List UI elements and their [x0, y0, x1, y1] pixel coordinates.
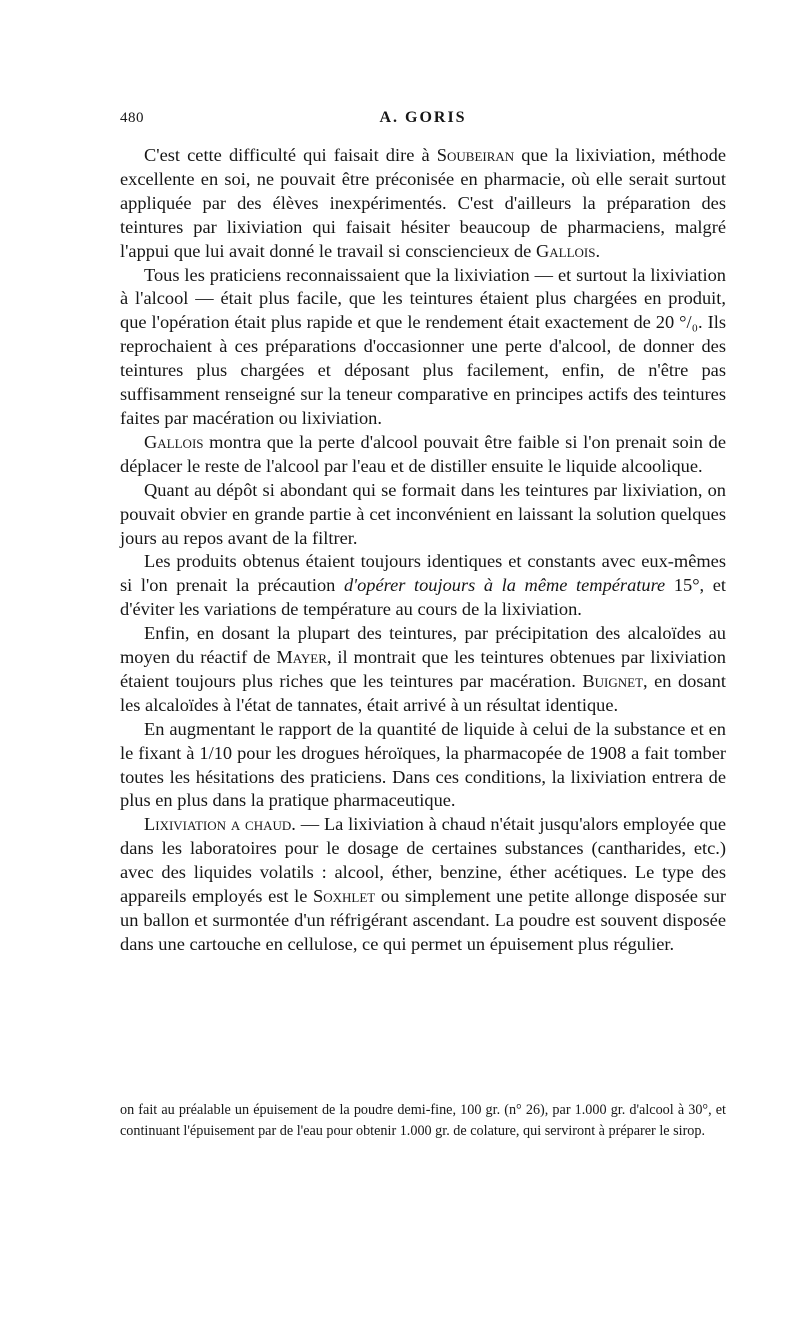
page-header [120, 108, 726, 132]
running-title: A. GORIS [379, 109, 467, 126]
paragraph-praticiens: Tous les praticiens reconnaissaient que la lixiviation — et surtout la lixiviation à l'alcool — était plus facile, que les teintures étaient plus chargées en produit, que l'opération était plus rapide et que le rendement était exactement de 20 °/₀. Ils reprochaient à ces préparations d'occasionner une perte d'alcool, de donner des teintures plus chargées et déposant plus facilement, enfin, de n'être pas suffisamment renseigné sur la teneur comparative en principes actifs des teintures faites par macération ou lixiviation. [120, 264, 726, 428]
italic-emphasis: d'opérer toujours à la même température [343, 575, 666, 596]
paragraph-dosage: Enfin, en dosant la plupart des teintures, par précipitation des alcaloïdes au moyen du réactif de Mayer, il montrait que les teintures obtenues par lixiviation étaient toujours plus riches que les teintures par macération. Buignet, en dosant les alcaloïdes à l'état de tannates, était arrivé à un résultat identique. [120, 623, 726, 715]
author-name: Soxhlet [313, 886, 376, 907]
author-name: Mayer [276, 647, 327, 668]
author-name: Buignet [582, 670, 644, 691]
author-name: Soubeiran [436, 145, 515, 165]
paragraph-depot: Quant au dépôt si abondant qui se formait dans les teintures par lixiviation, on pouvait obvier en grande partie à cet inconvénient en laissant la solution quelques jours au repos avant de la filtrer. [120, 479, 726, 548]
section-heading: Lixiviation a chaud. [144, 814, 296, 835]
paragraph-gallois: Gallois montra que la perte d'alcool pouvait être faible si l'on prenait soin de déplacer le reste de l'alcool par l'eau et de distiller ensuite le liquide alcoolique. [120, 431, 726, 476]
footnote [120, 1100, 726, 1142]
footnote-text: on fait au préalable un épuisement de la poudre demi-fine, 100 gr. (n° 26), par 1.000 gr. d'alcool à 30°, et continuant l'épuisement par de l'eau pour obtenir 1.000 gr. de colature, qui serviront à préparer le sirop. [120, 1102, 726, 1139]
author-name: Gallois [144, 431, 204, 452]
paragraph-produits: Les produits obtenus étaient toujours identiques et constants avec eux-mêmes si l'on prenait la précaution d'opérer toujours à la même température 15°, et d'éviter les variations de température au cours de la lixiviation. [120, 551, 727, 620]
paragraph-lixiviation-a-chaud: Lixiviation a chaud. — La lixiviation à chaud n'était jusqu'alors employée que dans les laboratoires pour le dosage de certaines substances (cantharides, etc.) avec des liquides volatils : alcool, éther, benzine, éther acétiques. Le type des appareils employés est le Soxhlet ou simplement une petite allonge disposée sur un ballon et surmontée d'un réfrigérant ascendant. La poudre est souvent disposée dans une cartouche en cellulose, ce qui permet un épuisement plus régulier. [120, 814, 727, 954]
author-name: Gallois [535, 240, 596, 261]
page-number: 480 [120, 110, 144, 126]
paragraph-soubeiran: C'est cette difficulté qui faisait dire à Soubeiran que la lixiviation, méthode excellente en soi, ne pouvait être préconisée en pharmacie, où elle serait surtout appliquée par des élèves inexpérimentés. C'est d'ailleurs la préparation des teintures par lixiviation qui faisait hésiter beaucoup de pharmaciens, malgré l'appui que lui avait donné le travail si consciencieux de Gallois. [120, 145, 726, 261]
body-text [120, 144, 726, 957]
paragraph-pharmacopee: En augmentant le rapport de la quantité de liquide à celui de la substance et en le fixant à 1/10 pour les drogues héroïques, la pharmacopée de 1908 a fait tomber toutes les hésitations des praticiens. Dans ces conditions, la lixiviation entrera de plus en plus dans la pratique pharmaceutique. [120, 718, 726, 811]
